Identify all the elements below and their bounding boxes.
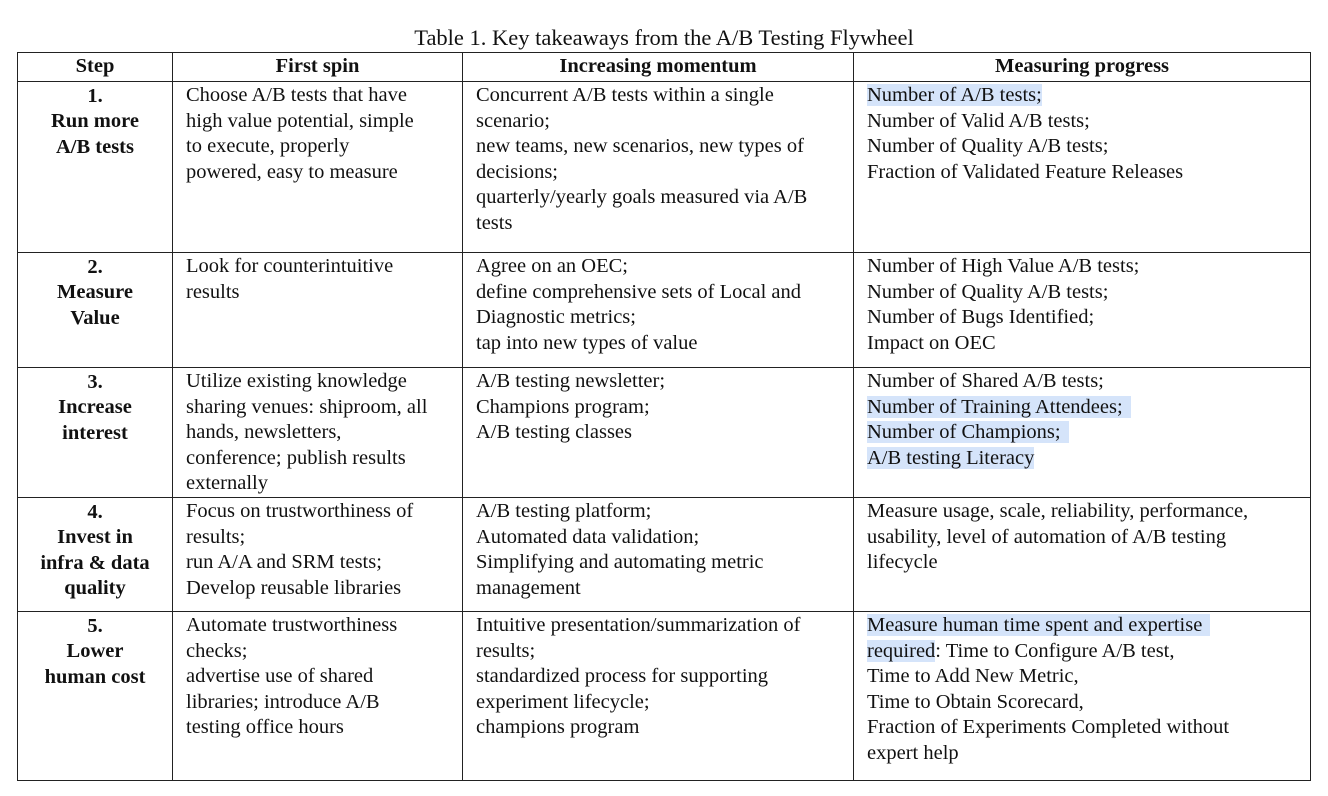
text-line: results; <box>476 639 536 662</box>
text-line: Automated data validation; <box>476 525 700 548</box>
table-row <box>18 82 1311 253</box>
first-spin-cell <box>173 497 463 611</box>
text-line: run A/A and SRM tests; <box>186 551 382 574</box>
text-line: standardized process for supporting <box>476 665 769 688</box>
text-line: Number of Quality A/B tests; <box>867 135 1109 158</box>
text-line: advertise use of shared <box>186 665 374 688</box>
text-line: define comprehensive sets of Local and <box>476 280 802 303</box>
text-line: testing office hours <box>186 716 344 739</box>
momentum-cell <box>463 368 854 498</box>
momentum-cell <box>463 497 854 611</box>
step-cell <box>18 611 173 780</box>
progress-cell <box>854 497 1311 611</box>
text-line: Measure usage, scale, reliability, performance, <box>867 499 1249 522</box>
text-line: Agree on an OEC; <box>476 255 628 277</box>
header-increasing-momentum: Increasing momentum <box>463 53 854 82</box>
step-cell <box>18 82 173 253</box>
text-line: decisions; <box>476 160 558 183</box>
text-line: expert help <box>867 741 959 764</box>
text-line: management <box>476 576 581 599</box>
step-cell <box>18 497 173 611</box>
header-measuring-progress: Measuring progress <box>854 53 1311 82</box>
text-line: to execute, properly <box>186 135 350 158</box>
momentum-cell <box>463 253 854 368</box>
text-line: new teams, new scenarios, new types of <box>476 135 804 158</box>
text-line: quarterly/yearly goals measured via A/B <box>476 186 808 209</box>
text-line: Number of Valid A/B tests; <box>867 109 1090 132</box>
text-line: Focus on trustworthiness of <box>186 499 414 522</box>
text-line <box>867 446 1301 472</box>
text-line: experiment lifecycle; <box>476 690 650 713</box>
text-line: lifecycle <box>867 551 938 574</box>
text-line: usability, level of automation of A/B testing <box>867 525 1227 548</box>
step-title-line: human cost <box>44 665 146 688</box>
text-line <box>867 639 1301 665</box>
text-line: results; <box>186 525 246 548</box>
text-line: tap into new types of value <box>476 331 698 354</box>
highlighted-text: required <box>867 639 936 662</box>
progress-cell <box>854 253 1311 368</box>
step-title-line: Invest in <box>57 526 133 549</box>
text-line: hands, newsletters, <box>186 421 342 444</box>
highlighted-text: Number of Champions; <box>867 421 1069 443</box>
text-line: Number of High Value A/B tests; <box>867 255 1140 277</box>
text-line: Number of Quality A/B tests; <box>867 280 1109 303</box>
text-fragment: : Time to Configure A/B test, <box>935 639 1175 662</box>
text-line: Concurrent A/B tests within a single <box>476 84 774 106</box>
header-step: Step <box>18 53 173 82</box>
text-line: Time to Obtain Scorecard, <box>867 690 1084 713</box>
highlighted-text: Number of A/B tests; <box>867 84 1042 106</box>
text-line: Number of Shared A/B tests; <box>867 370 1104 392</box>
text-line <box>867 613 1301 639</box>
step-number: 1. <box>87 85 103 107</box>
highlighted-text: Number of Training Attendees; <box>867 396 1131 418</box>
progress-cell <box>854 368 1311 498</box>
step-title-line: interest <box>62 421 128 444</box>
header-row <box>18 53 1311 82</box>
progress-cell <box>854 82 1311 253</box>
text-line: tests <box>476 211 513 234</box>
step-title-line: Measure <box>57 281 133 304</box>
text-line: Number of Bugs Identified; <box>867 306 1095 329</box>
text-line: Fraction of Validated Feature Releases <box>867 160 1184 183</box>
momentum-cell <box>463 82 854 253</box>
step-number: 2. <box>87 256 103 278</box>
text-line: A/B testing platform; <box>476 499 652 522</box>
text-line: Utilize existing knowledge <box>186 370 407 392</box>
header-first-spin: First spin <box>173 53 463 82</box>
takeaways-table <box>17 52 1311 781</box>
text-line: A/B testing newsletter; <box>476 370 666 392</box>
step-title-line: Lower <box>66 640 124 663</box>
step-title-line: infra & data <box>40 551 150 574</box>
text-line: champions program <box>476 716 640 739</box>
text-line: libraries; introduce A/B <box>186 690 380 713</box>
text-line: conference; publish results <box>186 446 406 469</box>
text-line: Time to Add New Metric, <box>867 665 1079 688</box>
first-spin-cell <box>173 82 463 253</box>
text-line: Choose A/B tests that have <box>186 84 407 106</box>
table-row <box>18 253 1311 368</box>
table-row <box>18 368 1311 498</box>
text-line: Champions program; <box>476 395 650 418</box>
step-title-line: Run more <box>51 110 139 133</box>
step-cell <box>18 253 173 368</box>
table-row <box>18 611 1311 780</box>
text-line: scenario; <box>476 109 550 132</box>
table-row <box>18 497 1311 611</box>
text-line: Intuitive presentation/summarization of <box>476 613 801 636</box>
highlighted-text: A/B testing Literacy <box>867 446 1035 469</box>
text-line <box>867 83 1301 109</box>
text-line: Look for counterintuitive <box>186 255 394 277</box>
text-line: sharing venues: shiproom, all <box>186 395 428 418</box>
text-line: Simplifying and automating metric <box>476 551 764 574</box>
step-title-line: Increase <box>58 396 132 419</box>
step-title-line: quality <box>64 577 126 600</box>
step-number: 3. <box>87 371 103 393</box>
first-spin-cell <box>173 611 463 780</box>
highlighted-text: Measure human time spent and expertise <box>867 614 1210 636</box>
text-line: Develop reusable libraries <box>186 576 402 599</box>
step-title-line: A/B tests <box>55 135 134 158</box>
text-line: Automate trustworthiness <box>186 613 398 636</box>
text-line: externally <box>186 472 268 495</box>
step-number: 5. <box>87 614 103 637</box>
text-line: high value potential, simple <box>186 109 414 132</box>
first-spin-cell <box>173 253 463 368</box>
progress-cell <box>854 611 1311 780</box>
table-caption: Table 1. Key takeaways from the A/B Testing Flywheel <box>414 25 914 50</box>
step-title-line: Value <box>70 306 120 329</box>
text-line <box>867 395 1301 421</box>
text-line: checks; <box>186 639 248 662</box>
step-number: 4. <box>87 500 103 523</box>
text-line: results <box>186 280 240 303</box>
text-line <box>867 420 1301 446</box>
momentum-cell <box>463 611 854 780</box>
text-line: Diagnostic metrics; <box>476 306 636 329</box>
text-line: A/B testing classes <box>476 421 633 444</box>
text-line: powered, easy to measure <box>186 160 398 183</box>
first-spin-cell <box>173 368 463 498</box>
step-cell <box>18 368 173 498</box>
text-line: Impact on OEC <box>867 331 996 354</box>
text-line: Fraction of Experiments Completed without <box>867 716 1230 739</box>
